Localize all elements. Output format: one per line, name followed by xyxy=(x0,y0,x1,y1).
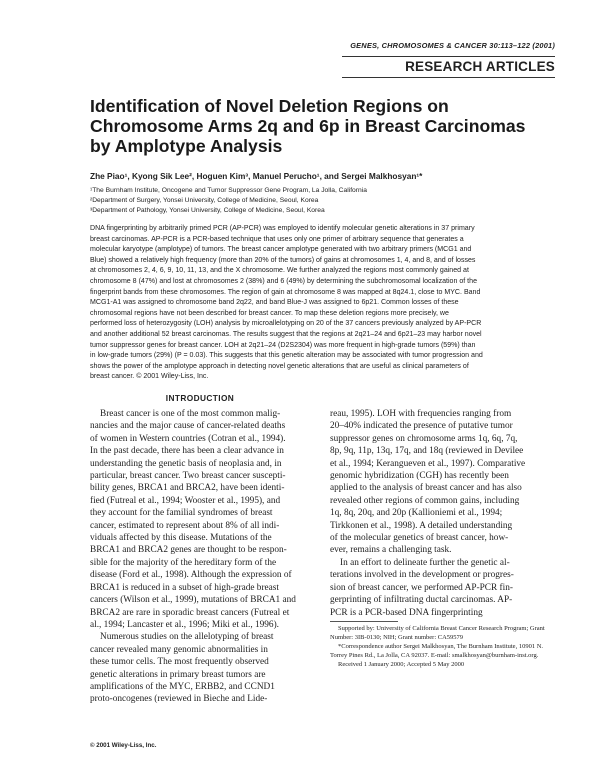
body-text-line: revealed other regions of common gains, including xyxy=(330,495,520,506)
body-text-line: 8p, 9q, 11p, 13q, 17q, and 18q (reviewed in Devilee xyxy=(330,446,524,457)
body-text-line: fied (Futreal et al., 1994; Wooster et al., 1995), and xyxy=(90,495,281,506)
abstract-line: chromosome 8 (47%) and lost at chromosomes 2 (38%) and 6 (49%) by determining the subchromosomal localization of the xyxy=(90,277,477,285)
body-text-line: al., 1994; Lancaster et al., 1996; Miki et al., 1996). xyxy=(90,619,279,630)
footnote-divider xyxy=(330,621,398,622)
section-header-bar xyxy=(342,56,555,78)
article-title: Identification of Novel Deletion Regions on Chromosome Arms 2q and 6p in Breast Carcinomas by Amplotype Analysis xyxy=(90,96,526,156)
body-text-line: genomic hybridization (CGH) has recently been xyxy=(330,471,509,482)
abstract-line: fingerprint bands from these chromosomes. The region of gain at chromosome 8 was mapped at 8q24.1, close to MYC. Band xyxy=(90,288,481,296)
abstract-line: molecular karyotype (amplotype) of tumors. The breast cancer amplotype generated with two arbitrary primers (MCG1 and xyxy=(90,246,472,254)
abstract-line: shows the power of the amplotype approach in detecting novel genetic alterations that are useful as clinical parameters of xyxy=(90,362,469,370)
body-text-line: BRCA2 are rare in sporadic breast cancers (Futreal et xyxy=(90,607,290,618)
body-text-line: terations involved in the development or progres- xyxy=(330,570,514,581)
abstract-line: and another additional 52 breast carcinomas. The results suggest that the regions at 2q21–24 and 6p21–23 may harbor novel xyxy=(90,330,482,338)
body-text-line: sible for the majority of the hereditary form of the xyxy=(90,557,277,568)
body-text-line: cancer revealed many genomic abnormalities in xyxy=(90,644,268,655)
body-text-line: sion of breast cancer, we performed AP-PCR fin- xyxy=(330,582,513,593)
abstract-line: breast carcinomas. AP-PCR is a PCR-based technique that uses only one primer of arbitrary sequence that generates a xyxy=(90,235,464,243)
body-text-line: PCR is a PCR-based DNA fingerprinting xyxy=(330,607,483,618)
journal-citation: GENES, CHROMOSOMES & CANCER 30:113–122 (2001) xyxy=(350,41,555,50)
body-text-line: cancers (Wilson et al., 1999), mutations of BRCA1 and xyxy=(90,595,296,606)
affiliation-2: ²Department of Surgery, Yonsei University, College of Medicine, Seoul, Korea xyxy=(90,196,319,204)
introduction-heading: INTRODUCTION xyxy=(165,393,235,403)
body-text-line: genetic alterations in primary breast tumors are xyxy=(90,669,266,680)
abstract-line: MCG1-A1 was assigned to chromosome band 2q22, and band Blue-J was assigned to 6p21. Common losses of these xyxy=(90,299,459,307)
body-text-line: In the past decade, there has been a clear advance in xyxy=(90,446,284,457)
abstract-line: breast cancer. © 2001 Wiley-Liss, Inc. xyxy=(90,373,209,381)
body-text-line: cancer, estimated to represent about 8% of all indi- xyxy=(90,520,280,531)
body-text-line: 20–40% indicated the presence of putative tumor xyxy=(330,421,513,432)
body-text-line: understanding the genetic basis of neoplasia and, in xyxy=(90,458,282,469)
affiliation-3: ³Department of Pathology, Yonsei University, College of Medicine, Seoul, Korea xyxy=(90,206,325,214)
body-text-line: viduals affected by this disease. Mutations of the xyxy=(90,533,272,544)
affiliation-1: ¹The Burnham Institute, Oncogene and Tumor Suppressor Gene Program, La Jolla, California xyxy=(90,187,367,194)
intro-right-column xyxy=(330,408,550,619)
body-text-line: suppressor genes on chromosome arms 1q, 6q, 7q, xyxy=(330,433,518,444)
body-text-line: Breast cancer is one of the most common malig- xyxy=(100,409,281,419)
body-text-line: 1q, 8q, 20q, and 20p (Kallioniemi et al., 1994; xyxy=(330,508,503,519)
intro-left-column xyxy=(90,408,320,706)
body-text-line: et al., 1994; Kerangueven et al., 1997). Comparative xyxy=(330,458,526,469)
body-text-line: applied to the analysis of breast cancer and has also xyxy=(330,483,522,494)
copyright-notice: © 2001 Wiley-Liss, Inc. xyxy=(90,742,157,749)
correspondence-footnote: *Correspondence author Sergei Malkhosyan, The Burnham Institute, 10901 N. Torrey Pines Rd., La Jolla, CA 92037. E-mail: smalkhosyan@burnham-inst.org. xyxy=(330,642,544,659)
abstract-line: in low-grade tumors (29%) (P = 0.03). This suggests that this genetic alteration may be associated with tumor progression and xyxy=(90,352,483,360)
abstract-line: performed loss of heterozygosity (LOH) analysis by microallelotyping on 20 of the 37 cancers previously analyzed by AP-PCR xyxy=(90,320,482,328)
author-list: Zhe Piao¹, Kyong Sik Lee², Hoguen Kim³, Manuel Perucho¹, and Sergei Malkhosyan¹* xyxy=(90,171,423,181)
body-text-line: particular, breast cancer. Two breast cancer suscepti- xyxy=(90,471,286,482)
footnotes xyxy=(330,625,550,670)
abstract-line: at chromosomes 2, 4, 6, 9, 10, 11, 13, and the X chromosome. We further analyzed the regions most commonly gained at xyxy=(90,267,469,275)
funding-footnote: Supported by: University of California Breast Cancer Research Program; Grant Number: 3IB-0130; NIH; Grant number: CA59579 xyxy=(330,625,545,641)
body-text-line: BRCA1 is reduced in a subset of high-grade breast xyxy=(90,582,279,593)
body-text-line: bility genes, BRCA1 and BRCA2, have been identi- xyxy=(90,483,285,494)
abstract-line: DNA fingerprinting by arbitrarily primed PCR (AP-PCR) was employed to identify molecular genetic alterations in 37 primary xyxy=(90,225,475,232)
body-text-line: nancies and the major cause of cancer-related deaths xyxy=(90,421,286,432)
received-date: Received 1 January 2000; Accepted 5 May 2000 xyxy=(338,660,465,668)
body-text-line: In an effort to delineate further the genetic al- xyxy=(340,557,510,568)
abstract xyxy=(90,224,540,383)
body-text-line: amplifications of the MYC, ERBB2, and CCND1 xyxy=(90,681,275,692)
body-text-line: Tirkkonen et al., 1998). A detailed understanding xyxy=(330,520,513,531)
abstract-line: tumor suppressor genes for breast cancer. LOH at 2q21–24 (D2S2304) was more frequent in high-grade tumors (59%) than xyxy=(90,341,476,349)
body-text-line: gerprinting of infiltrating ductal carcinomas. AP- xyxy=(330,595,513,606)
body-text-line: they account for the familial syndromes of breast xyxy=(90,508,273,519)
abstract-line: Blue) showed a relatively high frequency (more than 20% of the tumors) of gains at chromosomes 1, 4, and 8, and of losses xyxy=(90,256,476,264)
body-text-line: these tumor cells. The most frequently observed xyxy=(90,657,269,668)
affiliations xyxy=(90,186,367,215)
body-text-line: Numerous studies on the allelotyping of breast xyxy=(100,632,274,643)
body-text-line: ever, remains a challenging task. xyxy=(330,545,452,556)
body-text-line: proto-oncogenes (reviewed in Bieche and Lide- xyxy=(90,694,268,705)
body-text-line: of women in Western countries (Cotran et al., 1994). xyxy=(90,433,286,444)
body-text-line: disease (Ford et al., 1998). Although the expression of xyxy=(90,570,292,581)
body-text-line: BRCA1 and BRCA2 genes are thought to be respon- xyxy=(90,545,287,556)
body-text-line: of the molecular genetics of breast cancer, how- xyxy=(330,533,509,544)
section-label: RESEARCH ARTICLES xyxy=(405,59,555,74)
body-text-line: reau, 1995). LOH with frequencies ranging from xyxy=(330,409,512,419)
abstract-line: chromosomal regions have not been described for breast cancer. To map these deletion regions more precisely, we xyxy=(90,309,449,317)
